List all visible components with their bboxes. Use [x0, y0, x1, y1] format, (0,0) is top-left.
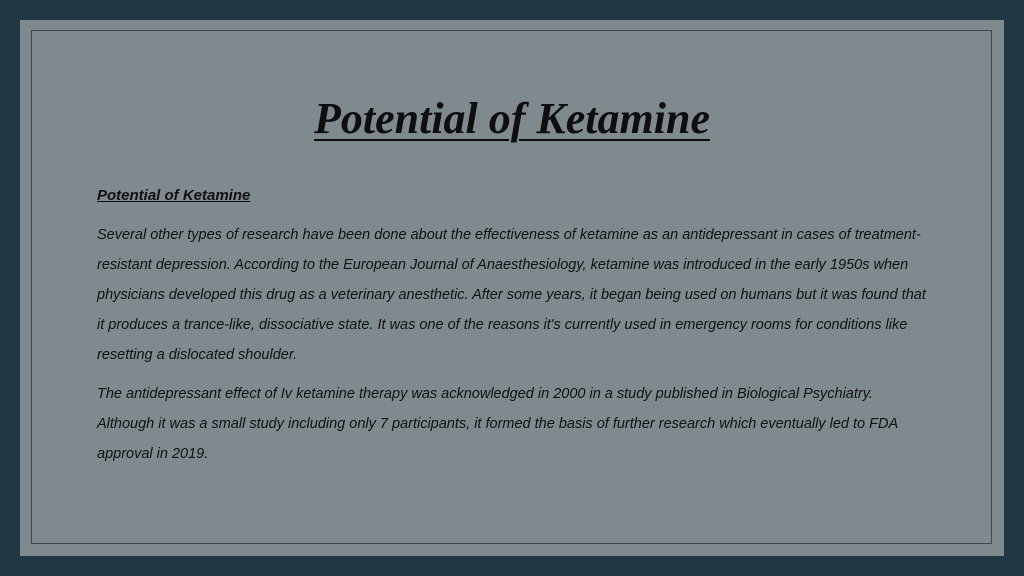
slide-title — [20, 92, 1004, 146]
slide-body — [97, 186, 927, 478]
body-paragraph-1: Several other types of research have been done about the effectiveness of ketamine as an antidepressant in cases of treatment-resistant depression. According to the European Journal of Anaesthesiology, ketamine was introduced in the early 1950s when physicians developed this drug as a veterinary anesthetic. After some years, it began being used on humans but it was found that it produces a trance-like, dissociative state. It was one of the reasons it's currently used in emergency rooms for conditions like resetting a dislocated shoulder. — [97, 227, 926, 363]
section-subheading: Potential of Ketamine — [97, 187, 251, 204]
slide-title-text: Potential of Ketamine — [314, 94, 710, 143]
slide — [20, 20, 1004, 556]
body-paragraph-2: The antidepressant effect of Iv ketamine therapy was acknowledged in 2000 in a study published in Biological Psychiatry. Although it was a small study including only 7 participants, it formed the basis of further research which eventually led to FDA approval in 2019. — [97, 386, 898, 462]
